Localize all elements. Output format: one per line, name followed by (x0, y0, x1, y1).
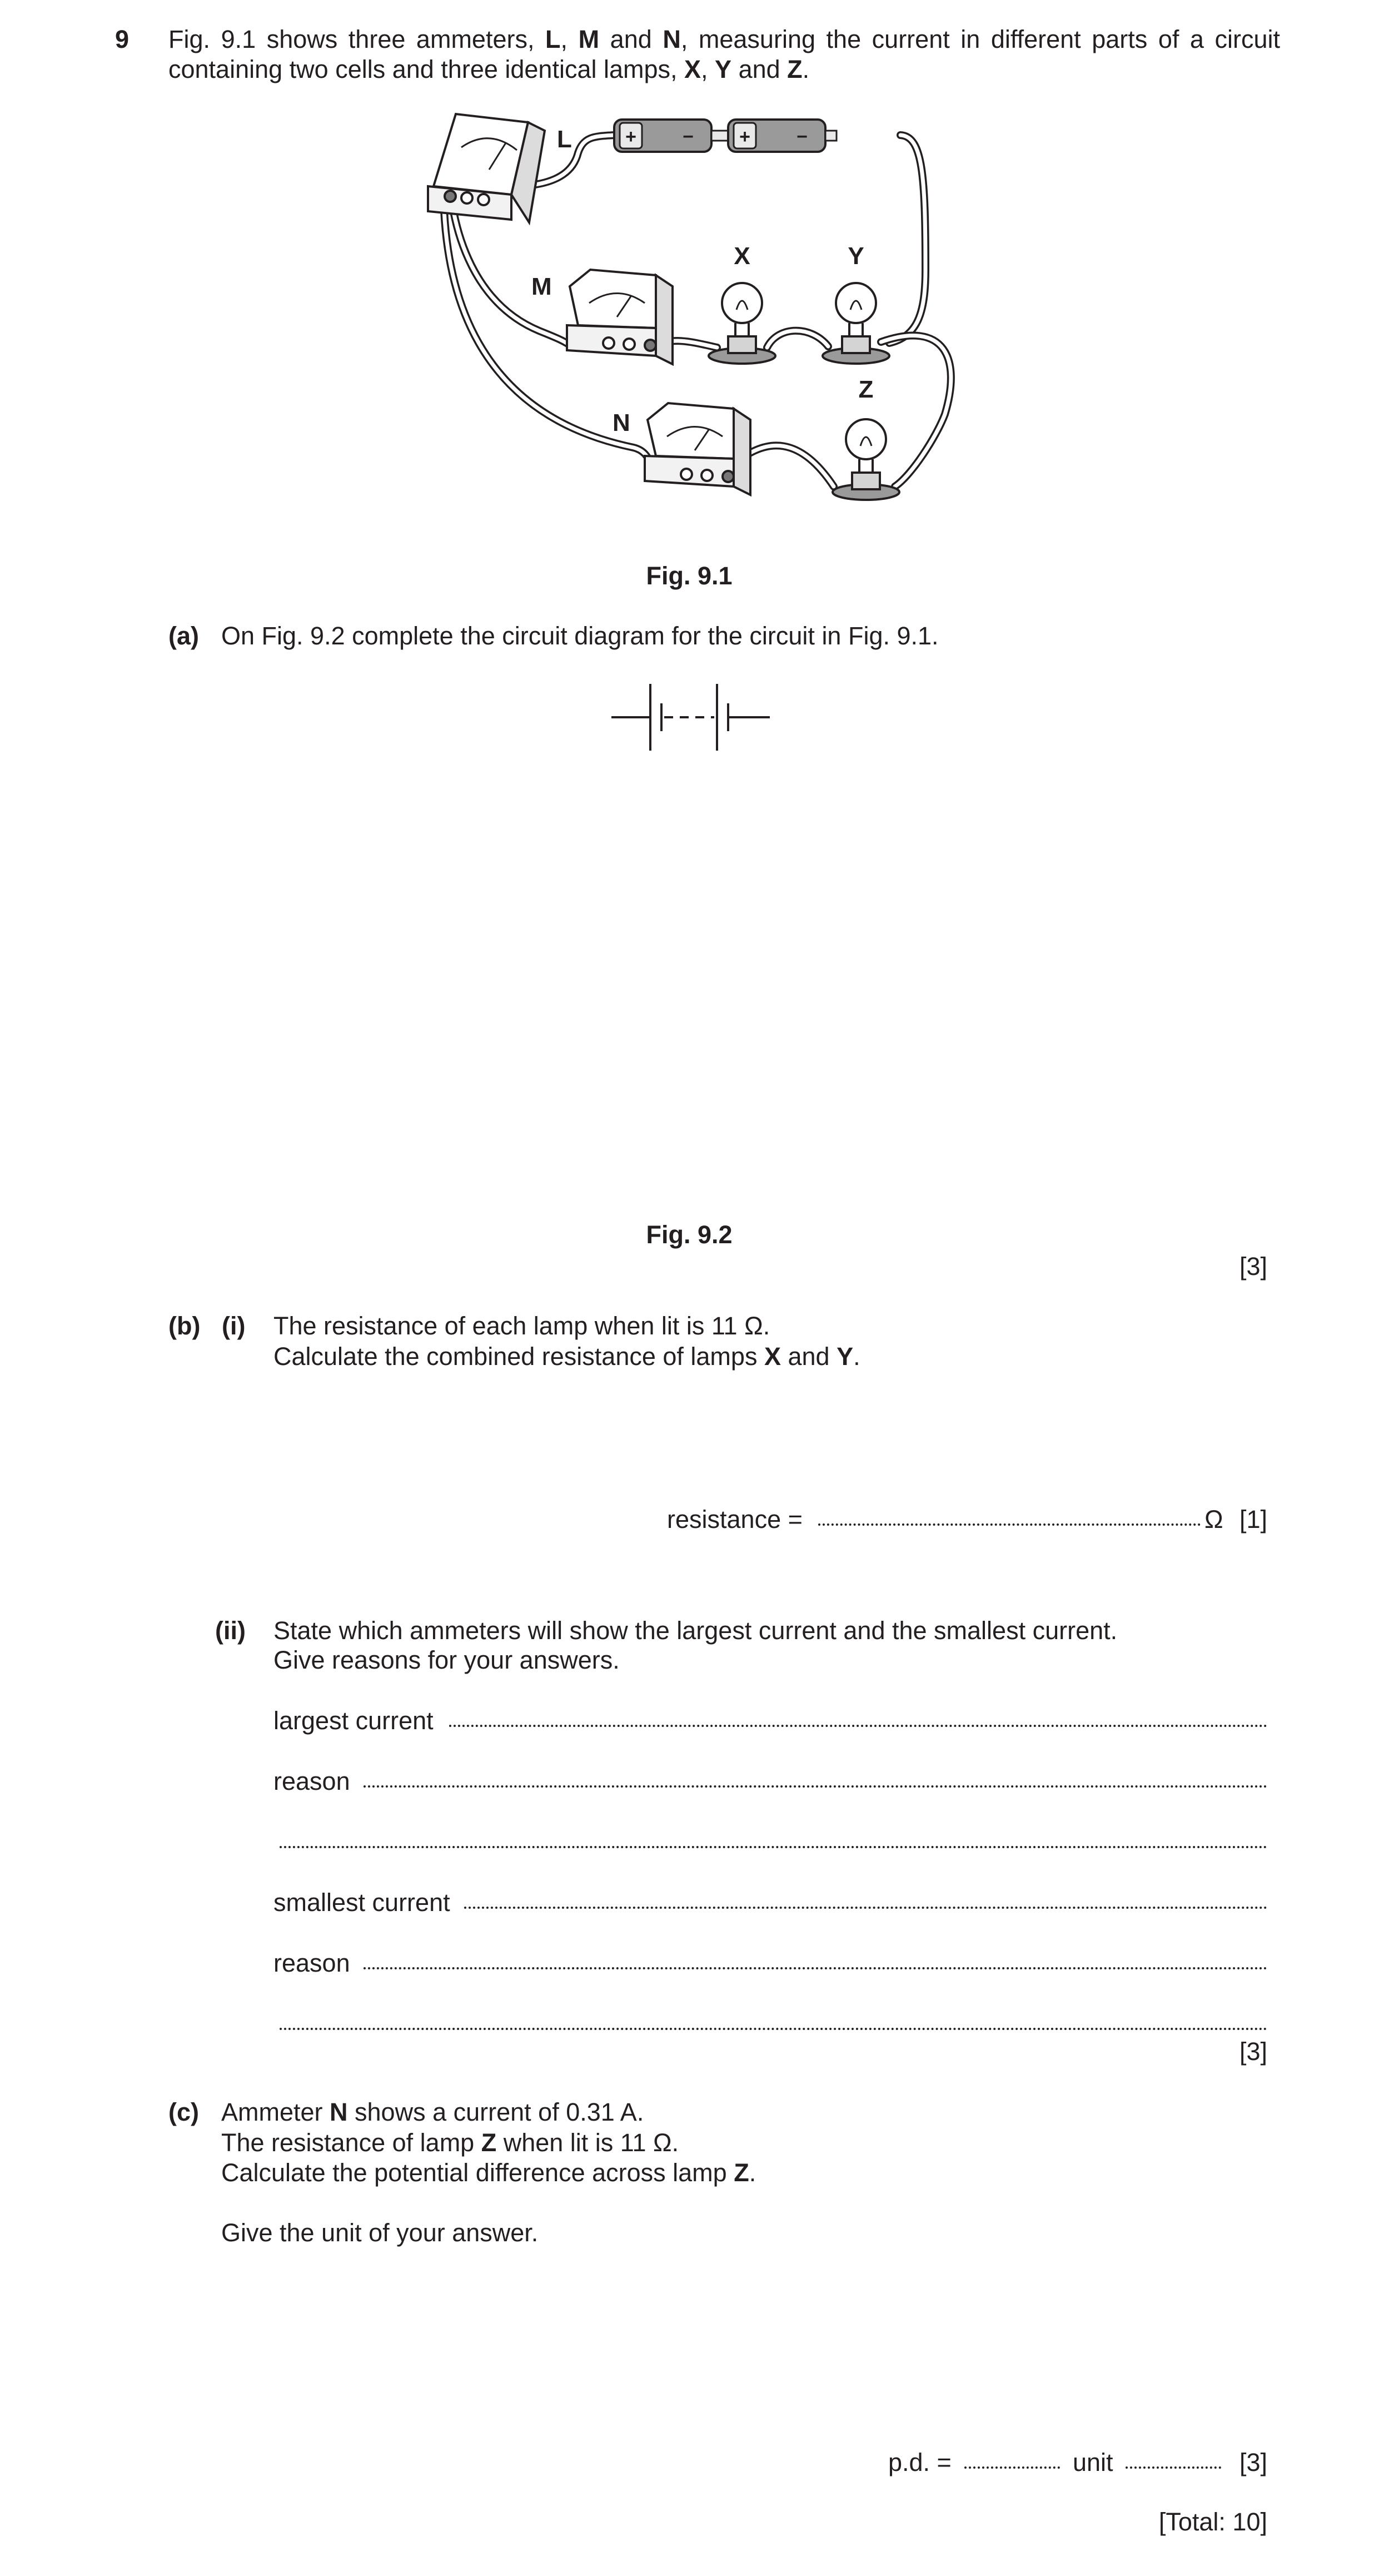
text-run: and (599, 25, 663, 53)
text-run: Y (715, 55, 732, 83)
reason-label-2: reason (273, 1949, 350, 1977)
text-run: . (749, 2158, 756, 2187)
text-run: . (802, 55, 810, 83)
wire-x-to-y (767, 331, 828, 348)
text-run: , (560, 25, 579, 53)
ammeter-n (645, 403, 750, 495)
text-run: and (731, 55, 788, 83)
text-run: when lit is 11 Ω. (496, 2128, 679, 2157)
part-b-ii-marks: [3] (1239, 2037, 1267, 2066)
lamp-y (823, 283, 889, 364)
cell-terminal (825, 131, 837, 141)
total-marks: [Total: 10] (1158, 2508, 1267, 2536)
part-c-line3 (221, 2158, 756, 2188)
part-a-text: On Fig. 9.2 complete the circuit diagram for the circuit in Fig. 9.1. (221, 622, 939, 650)
text-run: Calculate the potential difference across lamp (221, 2158, 734, 2187)
cell-1 (614, 120, 711, 152)
resistance-answer-row (667, 1505, 1267, 1535)
text-run: and (780, 1342, 837, 1371)
text-run: Y (837, 1342, 854, 1371)
cell-1-plus: + (625, 126, 636, 147)
text-run: . (853, 1342, 860, 1371)
cell-connector (711, 131, 728, 141)
resistance-unit: Ω (1204, 1505, 1223, 1533)
pd-label: p.d. = (888, 2448, 952, 2476)
reason2-answer-line-1[interactable] (364, 1967, 1267, 1969)
text-run: Calculate the combined resistance of lamps (273, 1342, 764, 1371)
part-c-line2 (221, 2128, 679, 2158)
text-run: containing two cells and three identical lamps, (168, 55, 685, 83)
figure-9-2-cells-symbol (609, 678, 775, 762)
figure-9-1-caption: Fig. 9.1 (646, 562, 733, 590)
part-c-line4: Give the unit of your answer. (221, 2218, 539, 2247)
part-b-label: (b) (168, 1312, 201, 1340)
cell-2-plus: + (739, 126, 750, 147)
cell-2-minus: − (796, 126, 808, 147)
part-b-i-label: (i) (222, 1312, 246, 1340)
text-run: Z (734, 2158, 749, 2187)
label-n: N (613, 409, 630, 436)
part-c-label: (c) (168, 2098, 199, 2126)
wire-y-to-z (881, 336, 951, 487)
label-l: L (557, 126, 572, 153)
part-c-marks: [3] (1239, 2448, 1267, 2476)
part-b-i-line2 (273, 1342, 860, 1372)
pd-answer-line[interactable] (964, 2466, 1060, 2469)
reason-label: reason (273, 1767, 350, 1795)
text-run: , (701, 55, 715, 83)
part-b-ii-label: (ii) (215, 1616, 246, 1645)
question-number: 9 (115, 25, 130, 53)
unit-answer-line[interactable] (1126, 2466, 1221, 2469)
text-run: Ammeter (221, 2098, 330, 2126)
largest-current-label: largest current (273, 1706, 434, 1735)
resistance-answer-line[interactable] (818, 1523, 1201, 1526)
text-run: shows a current of 0.31 A. (347, 2098, 644, 2126)
part-b-i-line1: The resistance of each lamp when lit is 11 Ω. (273, 1312, 770, 1340)
label-x: X (734, 242, 750, 270)
smallest-current-label: smallest current (273, 1888, 450, 1917)
intro-line-1 (168, 24, 1280, 54)
question-intro (168, 24, 1280, 85)
largest-current-answer-line[interactable] (449, 1725, 1267, 1727)
part-b-i-marks: [1] (1239, 1505, 1267, 1533)
text-run: X (684, 55, 701, 83)
part-b-ii-line1: State which ammeters will show the largest current and the smallest current. (273, 1616, 1118, 1645)
text-run: X (764, 1342, 781, 1371)
label-y: Y (848, 242, 864, 270)
reason-answer-line-1[interactable] (364, 1785, 1267, 1788)
ammeter-l (428, 114, 545, 222)
label-m: M (531, 273, 552, 300)
figure-9-1-circuit-illustration (411, 103, 967, 514)
smallest-current-answer-line[interactable] (464, 1907, 1267, 1909)
text-run: Fig. 9.1 shows three ammeters, (168, 25, 546, 53)
part-c-line1 (221, 2097, 644, 2127)
text-run: The resistance of lamp (221, 2128, 481, 2157)
lamp-x (709, 283, 775, 364)
label-z: Z (858, 376, 874, 403)
text-run: N (663, 25, 681, 53)
part-b-ii-line2: Give reasons for your answers. (273, 1646, 620, 1674)
text-run: N (330, 2098, 348, 2126)
intro-line-2 (168, 54, 1280, 85)
text-run: , measuring the current in different parts of a circuit (680, 25, 1281, 53)
part-a-marks: [3] (1239, 1252, 1267, 1280)
text-run: Z (787, 55, 803, 83)
resistance-label: resistance = (667, 1505, 803, 1533)
text-run: L (545, 25, 561, 53)
unit-label: unit (1073, 2448, 1113, 2476)
text-run: M (578, 25, 600, 53)
reason-answer-line-2[interactable] (280, 1846, 1267, 1848)
part-a-label: (a) (168, 622, 199, 650)
reason2-answer-line-2[interactable] (280, 2028, 1267, 2030)
figure-9-2-caption: Fig. 9.2 (646, 1220, 733, 1249)
cell-1-minus: − (683, 126, 694, 147)
ammeter-m (567, 270, 673, 364)
cell-2 (728, 120, 825, 152)
wire-cells-to-y (889, 135, 925, 343)
lamp-z (833, 419, 899, 500)
text-run: Z (481, 2128, 497, 2157)
